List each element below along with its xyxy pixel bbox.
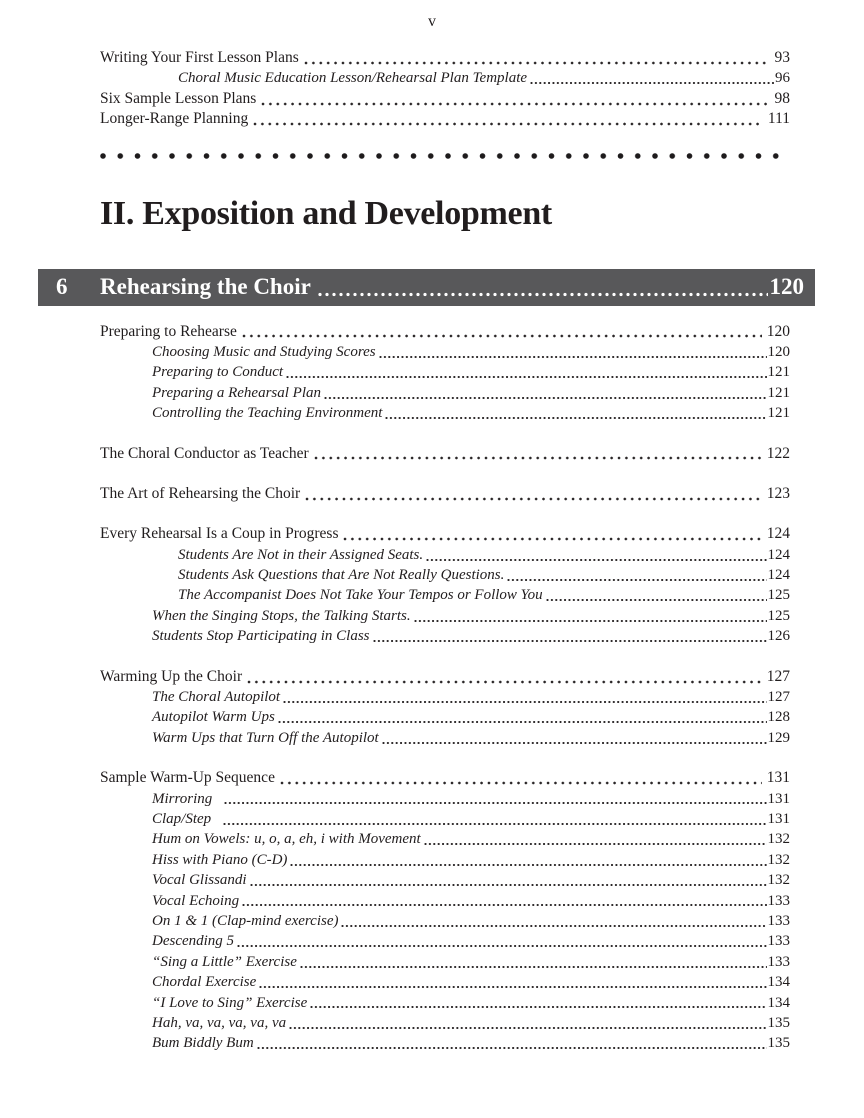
front-toc-list bbox=[100, 48, 790, 130]
toc-entry bbox=[100, 911, 790, 931]
toc-entry-page: 133 bbox=[767, 953, 790, 970]
toc-entry-page: 125 bbox=[767, 607, 790, 624]
toc-entry bbox=[100, 850, 790, 870]
dot-leader bbox=[379, 342, 767, 362]
toc-entry-page: 121 bbox=[767, 364, 790, 381]
toc-entry-page: 124 bbox=[767, 567, 790, 584]
toc-entry-page: 131 bbox=[767, 810, 790, 827]
toc-entry-label: “Sing a Little” Exercise bbox=[152, 953, 297, 970]
toc-entry-page: 126 bbox=[767, 628, 790, 645]
dot-leader bbox=[242, 891, 766, 911]
toc-entry-label: Students Stop Participating in Class bbox=[152, 628, 370, 645]
dot-leader bbox=[426, 545, 766, 565]
dot-leader bbox=[253, 109, 763, 129]
dot-leader bbox=[290, 850, 766, 870]
toc-entry-page: 133 bbox=[767, 912, 790, 929]
toc-entry-page: 128 bbox=[767, 709, 790, 726]
toc-entry bbox=[100, 444, 790, 464]
toc-entry bbox=[100, 322, 790, 342]
toc-entry-label: On 1 & 1 (Clap-mind exercise) bbox=[152, 912, 339, 929]
toc-group bbox=[100, 667, 790, 749]
dot-leader bbox=[289, 1013, 766, 1033]
dot-leader bbox=[278, 707, 767, 727]
toc-entry-page: 127 bbox=[766, 667, 790, 685]
toc-entry bbox=[100, 931, 790, 951]
dot-leader bbox=[300, 952, 767, 972]
dot-leader bbox=[259, 972, 766, 992]
toc-entry-label: The Accompanist Does Not Take Your Tempos or Follow You bbox=[178, 587, 543, 604]
toc-entry-label: When the Singing Stops, the Talking Starts. bbox=[152, 607, 411, 624]
toc-entry-label: Clap/Step bbox=[152, 810, 212, 827]
chapter-title: Rehearsing the Choir bbox=[100, 274, 311, 300]
toc-entry-label: Choral Music Education Lesson/Rehearsal Plan Template bbox=[178, 70, 528, 87]
toc-entry-label: “I Love to Sing” Exercise bbox=[152, 994, 308, 1011]
dot-leader bbox=[424, 829, 767, 849]
toc-entry-page: 111 bbox=[767, 110, 790, 128]
toc-entry-label: Controlling the Teaching Environment bbox=[152, 405, 383, 422]
toc-entry-page: 120 bbox=[767, 343, 790, 360]
toc-entry bbox=[100, 383, 790, 403]
toc-entry bbox=[100, 524, 790, 544]
dot-leader bbox=[507, 565, 766, 585]
dot-leader bbox=[242, 322, 762, 342]
toc-group bbox=[100, 768, 790, 1053]
toc-entry-label: Choosing Music and Studying Scores bbox=[152, 343, 376, 360]
toc-entry-label: Mirroring bbox=[152, 790, 213, 807]
toc-entry-page: 131 bbox=[766, 769, 790, 787]
dot-leader bbox=[382, 728, 767, 748]
toc-entry bbox=[100, 342, 790, 362]
toc-entry-label: Vocal Glissandi bbox=[152, 872, 247, 889]
toc-entry-page: 129 bbox=[767, 729, 790, 746]
toc-entry bbox=[100, 403, 790, 423]
dot-leader bbox=[318, 269, 768, 306]
toc-entry-label: Chordal Exercise bbox=[152, 974, 257, 991]
toc-entry-label: Students Ask Questions that Are Not Really Questions. bbox=[178, 567, 505, 584]
toc-entry bbox=[100, 48, 790, 68]
toc-entry bbox=[100, 109, 790, 129]
toc-entry-page: 132 bbox=[767, 872, 790, 889]
toc-entry-label: Descending 5 bbox=[152, 933, 235, 950]
chapter-heading-bar bbox=[38, 269, 815, 306]
dot-leader bbox=[385, 403, 766, 423]
toc-entry-page: 134 bbox=[767, 974, 790, 991]
toc-entry-label: Students Are Not in their Assigned Seats. bbox=[178, 546, 424, 563]
dot-leader bbox=[530, 68, 774, 88]
toc-entry-page: 123 bbox=[766, 484, 790, 502]
toc-group bbox=[100, 524, 790, 646]
toc-entry bbox=[100, 362, 790, 382]
chapter-number: 6 bbox=[56, 274, 68, 300]
dot-leader bbox=[286, 362, 766, 382]
dot-leader bbox=[250, 870, 767, 890]
toc-group bbox=[100, 444, 790, 464]
toc-entry-label: The Choral Autopilot bbox=[152, 689, 281, 706]
toc-entry-label: Bum Biddly Bum bbox=[152, 1035, 254, 1052]
toc-entry-label: Hum on Vowels: u, o, a, eh, i with Movement bbox=[152, 831, 421, 848]
toc-entry-label: Vocal Echoing bbox=[152, 892, 240, 909]
toc-entry-label: Autopilot Warm Ups bbox=[152, 709, 275, 726]
toc-entry bbox=[100, 484, 790, 504]
toc-entry bbox=[100, 707, 790, 727]
toc-group bbox=[100, 322, 790, 424]
dot-leader bbox=[304, 48, 770, 68]
dot-leader bbox=[314, 444, 762, 464]
toc-entry-page: 98 bbox=[774, 89, 790, 107]
toc-entry-page: 133 bbox=[767, 892, 790, 909]
toc-entry bbox=[100, 68, 790, 88]
toc-entry-page: 133 bbox=[767, 933, 790, 950]
toc-group bbox=[100, 484, 790, 504]
dot-leader bbox=[414, 606, 767, 626]
dot-leader bbox=[261, 89, 769, 109]
toc-entry bbox=[100, 626, 790, 646]
toc-entry-page: 121 bbox=[767, 405, 790, 422]
toc-entry bbox=[100, 972, 790, 992]
toc-entry-label: The Art of Rehearsing the Choir bbox=[100, 484, 301, 502]
toc-entry-label: Longer-Range Planning bbox=[100, 110, 249, 128]
toc-entry-page: 96 bbox=[775, 70, 790, 87]
toc-entry-page: 122 bbox=[766, 444, 790, 462]
toc-entry bbox=[100, 606, 790, 626]
toc-entry-page: 135 bbox=[767, 1014, 790, 1031]
toc-entry bbox=[100, 1013, 790, 1033]
dot-leader bbox=[343, 524, 761, 544]
toc-entry bbox=[100, 993, 790, 1013]
dot-leader bbox=[373, 626, 767, 646]
toc-entry-page: 125 bbox=[767, 587, 790, 604]
toc-entry bbox=[100, 728, 790, 748]
dot-leader bbox=[237, 931, 766, 951]
toc-entry-label: Preparing to Rehearse bbox=[100, 322, 237, 340]
toc-entry bbox=[100, 829, 790, 849]
toc-entry-label: Six Sample Lesson Plans bbox=[100, 89, 257, 107]
toc-entry-page: 134 bbox=[767, 994, 790, 1011]
toc-entry-label: Warm Ups that Turn Off the Autopilot bbox=[152, 729, 379, 746]
dot-leader bbox=[224, 789, 766, 809]
toc-entry bbox=[100, 891, 790, 911]
dot-leader bbox=[257, 1033, 767, 1053]
toc-entry-page: 120 bbox=[766, 322, 790, 340]
toc-entry-label: Hah, va, va, va, va, va bbox=[152, 1014, 287, 1031]
toc-entry-label: Preparing to Conduct bbox=[152, 364, 284, 381]
toc-entry bbox=[100, 809, 790, 829]
toc-entry-page: 127 bbox=[767, 689, 790, 706]
toc-entry bbox=[100, 545, 790, 565]
dot-leader bbox=[305, 484, 762, 504]
toc-entry-label: Sample Warm-Up Sequence bbox=[100, 769, 275, 787]
toc-entry-page: 93 bbox=[774, 49, 790, 66]
toc-entry-label: Hiss with Piano (C-D) bbox=[152, 851, 288, 868]
dot-leader bbox=[247, 667, 762, 687]
toc-entry bbox=[100, 89, 790, 109]
toc-entry bbox=[100, 667, 790, 687]
toc-entry-page: 135 bbox=[767, 1035, 790, 1052]
dot-leader bbox=[283, 687, 766, 707]
toc-entry-label: Writing Your First Lesson Plans bbox=[100, 49, 299, 66]
chapter-page-number: 120 bbox=[769, 274, 804, 300]
dot-leader bbox=[280, 768, 762, 788]
chapter-toc-list bbox=[100, 322, 790, 1054]
toc-entry-page: 124 bbox=[767, 546, 790, 563]
toc-entry bbox=[100, 687, 790, 707]
dot-leader bbox=[324, 383, 766, 403]
toc-entry-page: 132 bbox=[767, 831, 790, 848]
toc-entry-page: 131 bbox=[767, 790, 790, 807]
toc-entry-page: 124 bbox=[766, 525, 790, 543]
toc-entry bbox=[100, 1033, 790, 1053]
toc-entry bbox=[100, 870, 790, 890]
toc-entry-label: Warming Up the Choir bbox=[100, 667, 243, 685]
dot-leader bbox=[223, 809, 766, 829]
toc-entry bbox=[100, 585, 790, 605]
dot-leader bbox=[341, 911, 766, 931]
part-heading: II. Exposition and Development bbox=[100, 194, 552, 232]
toc-entry bbox=[100, 565, 790, 585]
toc-entry-label: Every Rehearsal Is a Coup in Progress bbox=[100, 525, 339, 543]
dotted-separator bbox=[100, 153, 790, 159]
toc-entry bbox=[100, 768, 790, 788]
toc-entry-label: The Choral Conductor as Teacher bbox=[100, 444, 309, 462]
page-folio: v bbox=[428, 13, 436, 30]
dot-leader bbox=[546, 585, 767, 605]
dot-leader bbox=[310, 993, 766, 1013]
toc-entry-page: 132 bbox=[767, 851, 790, 868]
toc-entry bbox=[100, 952, 790, 972]
toc-entry bbox=[100, 789, 790, 809]
toc-entry-page: 121 bbox=[767, 384, 790, 401]
toc-entry-label: Preparing a Rehearsal Plan bbox=[152, 384, 322, 401]
